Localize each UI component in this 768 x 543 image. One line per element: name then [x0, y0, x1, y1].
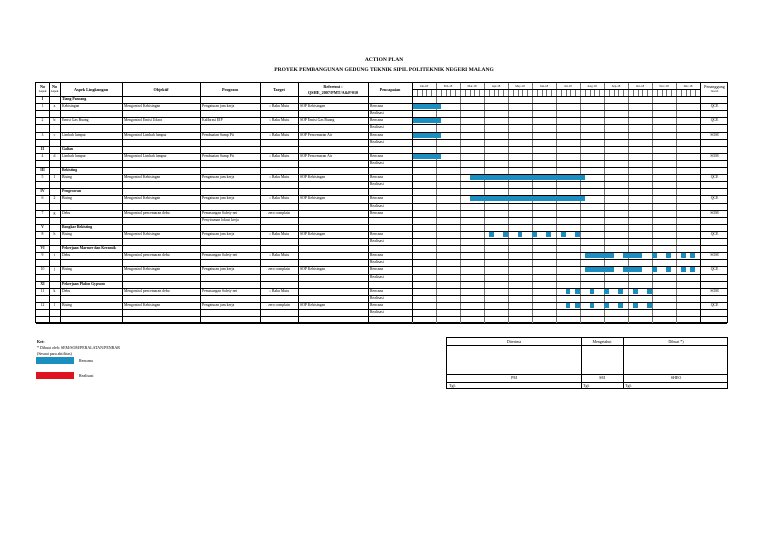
cell-na: k	[53, 288, 56, 293]
cell-pj: SOM	[710, 132, 719, 137]
cell-capai: Realisasi	[370, 260, 384, 265]
cell-aspek: Galian	[62, 146, 73, 151]
gantt-bar-rencana	[489, 232, 494, 237]
cell-pj: SOM	[710, 288, 719, 293]
cell-program: Pemasangan Safety net	[202, 210, 238, 215]
cell-capai: Rencana	[370, 288, 384, 293]
cell-objektif: Mengontrol Kebisingan	[124, 104, 161, 109]
cell-pj: QCE	[710, 104, 719, 109]
gantt-bar-rencana	[585, 267, 614, 272]
signature-tgl-3: Tgl:	[625, 383, 632, 388]
signature-tgl-2: Tgl:	[583, 383, 590, 388]
cell-no: 3	[41, 132, 44, 137]
cell-no: XI	[40, 281, 45, 286]
gantt-bar-rencana	[652, 267, 657, 272]
cell-capai: Rencana	[370, 210, 384, 215]
cell-program: Pengaturan jam kerja	[202, 231, 235, 236]
gantt-bar-rencana	[532, 232, 537, 237]
cell-capai: Rencana	[370, 253, 384, 258]
cell-pj: QCE	[710, 302, 719, 307]
cell-capai: Rencana	[370, 118, 384, 123]
cell-no: 4	[41, 153, 44, 158]
cell-na: i	[53, 253, 56, 258]
legend-rencana-label: Rencana	[79, 358, 93, 363]
gantt-bar-rencana	[412, 104, 441, 109]
cell-no: II	[41, 146, 44, 151]
gantt-bar-rencana	[518, 232, 523, 237]
gantt-bar-rencana	[681, 267, 686, 272]
cell-aspek: Bising	[62, 196, 72, 201]
cell-capai: Realisasi	[370, 274, 384, 279]
cell-aspek: Limbah lumpur	[62, 153, 86, 158]
cell-program: Penyiraman lokasi kerja	[202, 217, 239, 222]
document-subtitle: PROYEK PEMBANGUNAN GEDUNG TEKNIK SIPIL POLITEKNIK NEGERI MALANG	[274, 67, 494, 73]
cell-target: ≤ Baku Mutu	[268, 118, 290, 123]
header-program: Program	[222, 87, 238, 92]
cell-capai: Rencana	[370, 132, 384, 137]
gantt-bar-rencana	[412, 118, 441, 123]
cell-no: 10	[40, 267, 45, 272]
header-penanggung: Penanggung	[704, 84, 725, 89]
cell-objektif: Mengontrol Kebisingan	[124, 231, 161, 236]
cell-aspek: Bising	[62, 267, 72, 272]
cell-pj: QCE	[710, 118, 719, 123]
cell-no: 12	[40, 302, 45, 307]
cell-capai: Realisasi	[370, 182, 384, 187]
cell-objektif: Mengontrol Kebisingan	[124, 302, 161, 307]
cell-no: 1	[41, 104, 44, 109]
header-penanggung-sub: Jawab	[710, 89, 719, 93]
cell-no: V	[41, 224, 44, 229]
document-title: ACTION PLAN	[364, 57, 404, 63]
cell-no: 6	[41, 196, 44, 201]
cell-pj: QCE	[710, 267, 719, 272]
cell-na: 2	[53, 196, 56, 201]
legend-rencana-swatch	[36, 357, 74, 364]
cell-ref: SOP Kebisingan	[300, 196, 326, 201]
gantt-bar-rencana	[590, 289, 595, 294]
cell-aspek: Pekerjaan Plafon Gypsum	[62, 281, 105, 286]
gantt-bar-rencana	[561, 232, 566, 237]
legend-note-2: (Sesuai para aktifitas)	[37, 351, 72, 356]
cell-target: ≤ Baku Mutu	[268, 253, 290, 258]
cell-na: d	[53, 153, 56, 158]
gantt-bar-rencana	[633, 289, 638, 294]
cell-na: a	[53, 104, 56, 109]
cell-aspek: Debu	[62, 253, 71, 258]
gantt-bar-rencana	[470, 196, 585, 201]
cell-aspek: Kebisingan	[62, 104, 80, 109]
gantt-bar-rencana	[690, 253, 695, 258]
header-no-aspek: No	[51, 84, 58, 89]
cell-ref: SOP Kebisingan	[300, 231, 326, 236]
header-pencapaian: Pencapaian	[379, 87, 401, 92]
cell-na: c	[53, 132, 56, 137]
cell-pj: QCE	[710, 196, 719, 201]
month-header: Oct-18	[635, 84, 645, 88]
cell-capai: Rencana	[370, 231, 384, 236]
cell-capai: Rencana	[370, 104, 384, 109]
gantt-bar-rencana	[633, 303, 638, 308]
cell-ref: SOP Kebisingan	[300, 267, 326, 272]
cell-target: ≤ Baku Mutu	[268, 196, 290, 201]
cell-na: 1	[53, 175, 56, 180]
cell-capai: Rencana	[370, 175, 384, 180]
cell-na: g	[53, 210, 56, 215]
cell-aspek: Debu	[62, 210, 71, 215]
gantt-bar-rencana	[585, 253, 614, 258]
cell-pj: SOM	[710, 210, 719, 215]
cell-no: IV	[40, 189, 45, 194]
gantt-bar-rencana	[666, 267, 671, 272]
cell-program: Pembuatan Sump Pit	[202, 132, 234, 137]
signature-sm: SM	[599, 375, 605, 380]
cell-objektif: Mengontrol Kebisingan	[124, 196, 161, 201]
cell-aspek: Pekerjaan Marmer dan Keramik	[62, 246, 116, 251]
cell-capai: Realisasi	[370, 310, 384, 314]
signature-sheo: SHEO	[670, 375, 682, 380]
gantt-bar-rencana	[412, 133, 441, 138]
cell-target: zero complain	[268, 210, 290, 215]
gantt-bar-rencana	[575, 303, 580, 308]
gantt-bar-rencana	[604, 289, 609, 294]
cell-target: ≤ Baku Mutu	[268, 175, 290, 180]
header-referensi: Referensi :	[323, 84, 343, 89]
cell-objektif: Mengontrol pencemaran debu	[124, 253, 170, 258]
cell-no: III	[40, 168, 45, 172]
header-objektif: Objektif	[153, 87, 169, 92]
cell-capai: Realisasi	[370, 160, 384, 165]
cell-no: VI	[40, 246, 45, 251]
action-plan-table	[35, 82, 728, 323]
header-no-aspek-sub: Aspek	[50, 89, 59, 93]
cell-target: ≤ Baku Mutu	[268, 132, 290, 137]
month-header: Feb-18	[443, 84, 453, 88]
cell-na: l	[53, 302, 56, 307]
gantt-bar-rencana	[575, 232, 580, 237]
cell-ref: SOP Pencemaran Air	[300, 132, 333, 137]
cell-program: Pengaturan jam kerja	[202, 302, 235, 307]
gantt-bar-rencana	[618, 289, 623, 294]
gantt-bar-rencana	[470, 175, 585, 180]
cell-target: ≤ Baku Mutu	[268, 153, 290, 158]
cell-na: b	[53, 118, 56, 123]
month-header: Mar-18	[467, 84, 477, 88]
legend-realisasi-swatch	[36, 372, 74, 379]
cell-capai: Rencana	[370, 267, 384, 272]
cell-program: Pemasangan Safety net	[202, 253, 238, 258]
gantt-bar-rencana	[681, 253, 686, 258]
gantt-bar-rencana	[652, 253, 657, 258]
signature-dibuat: Dibuat *)	[668, 339, 684, 344]
legend-realisasi-label: Realisasi	[79, 373, 94, 378]
cell-capai: Realisasi	[370, 139, 384, 144]
gantt-bar-rencana	[503, 232, 508, 237]
cell-target: zero complain	[268, 267, 290, 272]
header-no: No	[39, 84, 46, 89]
cell-objektif: Mengontrol Limbah lumpur	[124, 132, 167, 137]
cell-pj: SOM	[710, 253, 719, 258]
cell-objektif: Mengontrol Limbah lumpur	[124, 153, 167, 158]
signature-mengetahui: Mengetahui	[592, 339, 612, 344]
cell-objektif: Mengontrol Emisi Udara	[124, 118, 162, 123]
cell-no: I	[41, 97, 44, 101]
cell-aspek: Debu	[62, 288, 71, 293]
legend	[37, 339, 120, 357]
cell-program: Pemasangan Safety net	[202, 288, 238, 293]
cell-aspek: Bising	[62, 175, 72, 180]
gantt-bar-rencana	[546, 232, 551, 237]
cell-program: Pengaturan jam kerja	[202, 104, 235, 109]
month-header: Jul-18	[564, 84, 572, 88]
month-header: May-18	[515, 84, 525, 88]
cell-objektif: Mengontrol Kebisingan	[124, 175, 161, 180]
month-header: Jun-18	[539, 84, 549, 88]
header-aspek: Aspek Lingkungan	[73, 87, 109, 92]
cell-ref: SOP Kebisingan	[300, 175, 326, 180]
cell-no: 8	[41, 231, 44, 236]
cell-na: j	[53, 267, 56, 272]
cell-ref: SOP Pencemaran Air	[300, 153, 333, 158]
signature-pm: PM	[511, 375, 517, 380]
cell-aspek: Bekisting	[62, 168, 78, 172]
gantt-bar-rencana	[566, 303, 571, 308]
month-header: Sep-18	[611, 84, 621, 88]
gantt-bar-rencana	[590, 303, 595, 308]
cell-ref: SOP Emisi Gas Buang	[300, 118, 335, 123]
cell-pj: SOM	[710, 153, 719, 158]
month-header: Dec-18	[683, 84, 693, 88]
cell-objektif: Mengontrol Kebisingan	[124, 267, 161, 272]
gantt-bar-rencana	[623, 253, 642, 258]
cell-capai: Realisasi	[370, 239, 384, 243]
header-no-sub: Aspek	[38, 89, 47, 93]
gantt-bar-rencana	[690, 267, 695, 272]
cell-capai: Realisasi	[370, 111, 384, 116]
signature-diterima: Diterima	[506, 339, 522, 344]
gantt-bar-rencana	[412, 154, 441, 159]
signature-tgl-1: Tgl:	[449, 383, 456, 388]
cell-program: Pengaturan jam kerja	[202, 196, 235, 201]
cell-aspek: Bising	[62, 302, 72, 307]
gantt-bar-rencana	[575, 289, 580, 294]
cell-aspek: Tiang Pancang	[62, 97, 87, 101]
cell-capai: Realisasi	[370, 295, 384, 300]
header-target: Target	[273, 87, 285, 92]
cell-ref: SOP Kebisingan	[300, 104, 326, 109]
gantt-bar-rencana	[666, 253, 671, 258]
cell-capai: Realisasi	[370, 203, 384, 208]
cell-program: Kalibrasi EIP	[202, 118, 223, 123]
cell-no: 2	[41, 118, 44, 123]
cell-capai: Rencana	[370, 196, 384, 201]
cell-objektif: Mengontrol pencemaran debu	[124, 210, 170, 215]
cell-target: zero complain	[268, 302, 290, 307]
legend-note: * Dibuat oleh: SEM/SOM/PERALATAN/PENBAR	[37, 345, 120, 350]
cell-target: ≤ Baku Mutu	[268, 104, 290, 109]
cell-aspek: Bising	[62, 231, 72, 236]
cell-pj: QCE	[710, 175, 719, 180]
header-referensi-code: QSHE_2007/PMT/A&P/010	[307, 90, 359, 95]
gantt-bar-rencana	[618, 303, 623, 308]
cell-aspek: Pengecoran	[62, 189, 81, 194]
cell-target: ≤ Baku Mutu	[268, 288, 290, 293]
gantt-bar-rencana	[604, 303, 609, 308]
cell-capai: Rencana	[370, 153, 384, 158]
gantt-bar-rencana	[566, 289, 571, 294]
month-header: Nov-18	[659, 84, 669, 88]
gantt-bar-rencana	[647, 303, 652, 308]
cell-no: 11	[40, 288, 45, 293]
cell-capai: Realisasi	[370, 125, 384, 130]
legend-heading: Ket:	[37, 339, 45, 344]
cell-program: Pembuatan Sump Pit	[202, 153, 234, 158]
signature-box	[446, 337, 728, 389]
cell-pj: QCE	[710, 231, 719, 236]
cell-target: ≤ Baku Mutu	[268, 231, 290, 236]
cell-aspek: Limbah lumpur	[62, 132, 86, 137]
cell-program: Pengaturan jam kerja	[202, 175, 235, 180]
gantt-bar-rencana	[623, 267, 642, 272]
cell-objektif: Mengontrol pencemaran debu	[124, 288, 170, 293]
cell-program: Pengaturan jam kerja	[202, 267, 235, 272]
month-header: Aug-18	[587, 84, 597, 88]
cell-no: 7	[41, 210, 44, 215]
month-header: Jan-18	[420, 84, 428, 88]
cell-ref: SOP Kebisingan	[300, 302, 326, 307]
month-header: Apr-18	[491, 84, 501, 88]
cell-no: 5	[41, 175, 44, 180]
cell-capai: Rencana	[370, 302, 384, 307]
cell-no: 9	[41, 253, 44, 258]
cell-aspek: Bongkar Bekisting	[62, 224, 93, 229]
gantt-bar-rencana	[647, 289, 652, 294]
cell-aspek: Emisi Gas Buang	[62, 118, 89, 123]
cell-na: h	[53, 231, 56, 236]
